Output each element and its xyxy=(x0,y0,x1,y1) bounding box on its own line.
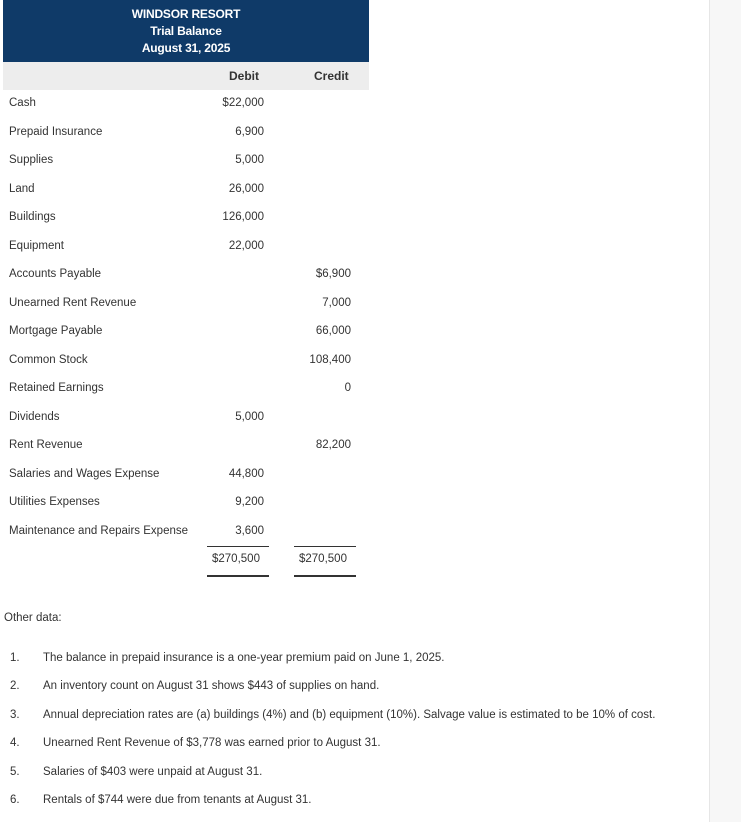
list-item xyxy=(0,737,700,757)
item-number: 1. xyxy=(10,652,20,664)
credit-total: $270,500 xyxy=(299,553,347,565)
table-row xyxy=(0,411,370,439)
account-name: Dividends xyxy=(9,411,60,423)
debit-amount: 9,200 xyxy=(235,496,264,508)
table-row xyxy=(0,97,370,125)
debit-amount: $22,000 xyxy=(222,97,264,109)
table-row xyxy=(0,325,370,353)
item-text: Unearned Rent Revenue of $3,778 was earned prior to August 31. xyxy=(43,737,381,749)
account-name: Land xyxy=(9,183,35,195)
item-number: 2. xyxy=(10,680,20,692)
debit-subtotal-rule xyxy=(207,546,269,547)
account-name: Accounts Payable xyxy=(9,268,102,280)
account-name: Salaries and Wages Expense xyxy=(9,468,160,480)
table-row xyxy=(0,211,370,239)
credit-total-underline xyxy=(294,575,356,577)
debit-amount: 6,900 xyxy=(235,126,264,138)
table-row xyxy=(0,154,370,182)
debit-amount: 26,000 xyxy=(228,183,264,195)
table-row xyxy=(0,354,370,382)
company-name: WINDSOR RESORT xyxy=(131,7,241,21)
debit-amount: 3,600 xyxy=(235,525,264,537)
debit-amount: 126,000 xyxy=(222,211,264,223)
table-row xyxy=(0,183,370,211)
side-panel-strip xyxy=(709,0,741,822)
debit-amount: 22,000 xyxy=(228,240,264,252)
credit-amount: 0 xyxy=(344,382,351,394)
account-name: Retained Earnings xyxy=(9,382,104,394)
debit-total: $270,500 xyxy=(212,553,260,565)
item-text: Rentals of $744 were due from tenants at August 31. xyxy=(43,794,312,806)
item-text: Salaries of $403 were unpaid at August 31. xyxy=(43,766,263,778)
account-name: Utilities Expenses xyxy=(9,496,100,508)
credit-column-header: Credit xyxy=(314,69,349,83)
item-text: The balance in prepaid insurance is a one-year premium paid on June 1, 2025. xyxy=(43,652,445,664)
credit-amount: 108,400 xyxy=(309,354,351,366)
list-item xyxy=(0,680,700,700)
debit-amount: 5,000 xyxy=(235,411,264,423)
account-name: Supplies xyxy=(9,154,54,166)
account-name: Equipment xyxy=(9,240,64,252)
list-item xyxy=(0,709,700,729)
account-name: Maintenance and Repairs Expense xyxy=(9,525,189,537)
debit-amount: 44,800 xyxy=(228,468,264,480)
credit-amount: 82,200 xyxy=(315,439,351,451)
other-data-title: Other data: xyxy=(4,612,62,624)
table-row xyxy=(0,382,370,410)
trial-balance-header xyxy=(3,0,369,62)
credit-amount: $6,900 xyxy=(315,268,351,280)
account-name: Unearned Rent Revenue xyxy=(9,297,137,309)
item-number: 4. xyxy=(10,737,20,749)
debit-amount: 5,000 xyxy=(235,154,264,166)
table-row xyxy=(0,240,370,268)
account-name: Rent Revenue xyxy=(9,439,83,451)
account-name: Cash xyxy=(9,97,36,109)
debit-column-header: Debit xyxy=(229,69,259,83)
table-row xyxy=(0,525,370,553)
item-number: 5. xyxy=(10,766,20,778)
statement-title: Trial Balance xyxy=(150,24,222,38)
table-row xyxy=(0,439,370,467)
table-row xyxy=(0,496,370,524)
statement-date: August 31, 2025 xyxy=(141,41,231,55)
debit-total-underline xyxy=(207,575,269,577)
credit-amount: 66,000 xyxy=(315,325,351,337)
account-name: Mortgage Payable xyxy=(9,325,103,337)
table-row xyxy=(0,268,370,296)
column-header-row xyxy=(3,62,369,90)
table-row xyxy=(0,126,370,154)
table-row xyxy=(0,468,370,496)
credit-amount: 7,000 xyxy=(322,297,351,309)
list-item xyxy=(0,652,700,672)
item-number: 3. xyxy=(10,709,20,721)
list-item xyxy=(0,766,700,786)
table-row xyxy=(0,297,370,325)
account-name: Common Stock xyxy=(9,354,88,366)
item-text: Annual depreciation rates are (a) buildings (4%) and (b) equipment (10%). Salvage value is estimated to be 10% of cost. xyxy=(43,709,656,721)
account-name: Prepaid Insurance xyxy=(9,126,103,138)
list-item xyxy=(0,794,700,814)
account-name: Buildings xyxy=(9,211,56,223)
credit-subtotal-rule xyxy=(294,546,356,547)
item-text: An inventory count on August 31 shows $443 of supplies on hand. xyxy=(43,680,380,692)
item-number: 6. xyxy=(10,794,20,806)
